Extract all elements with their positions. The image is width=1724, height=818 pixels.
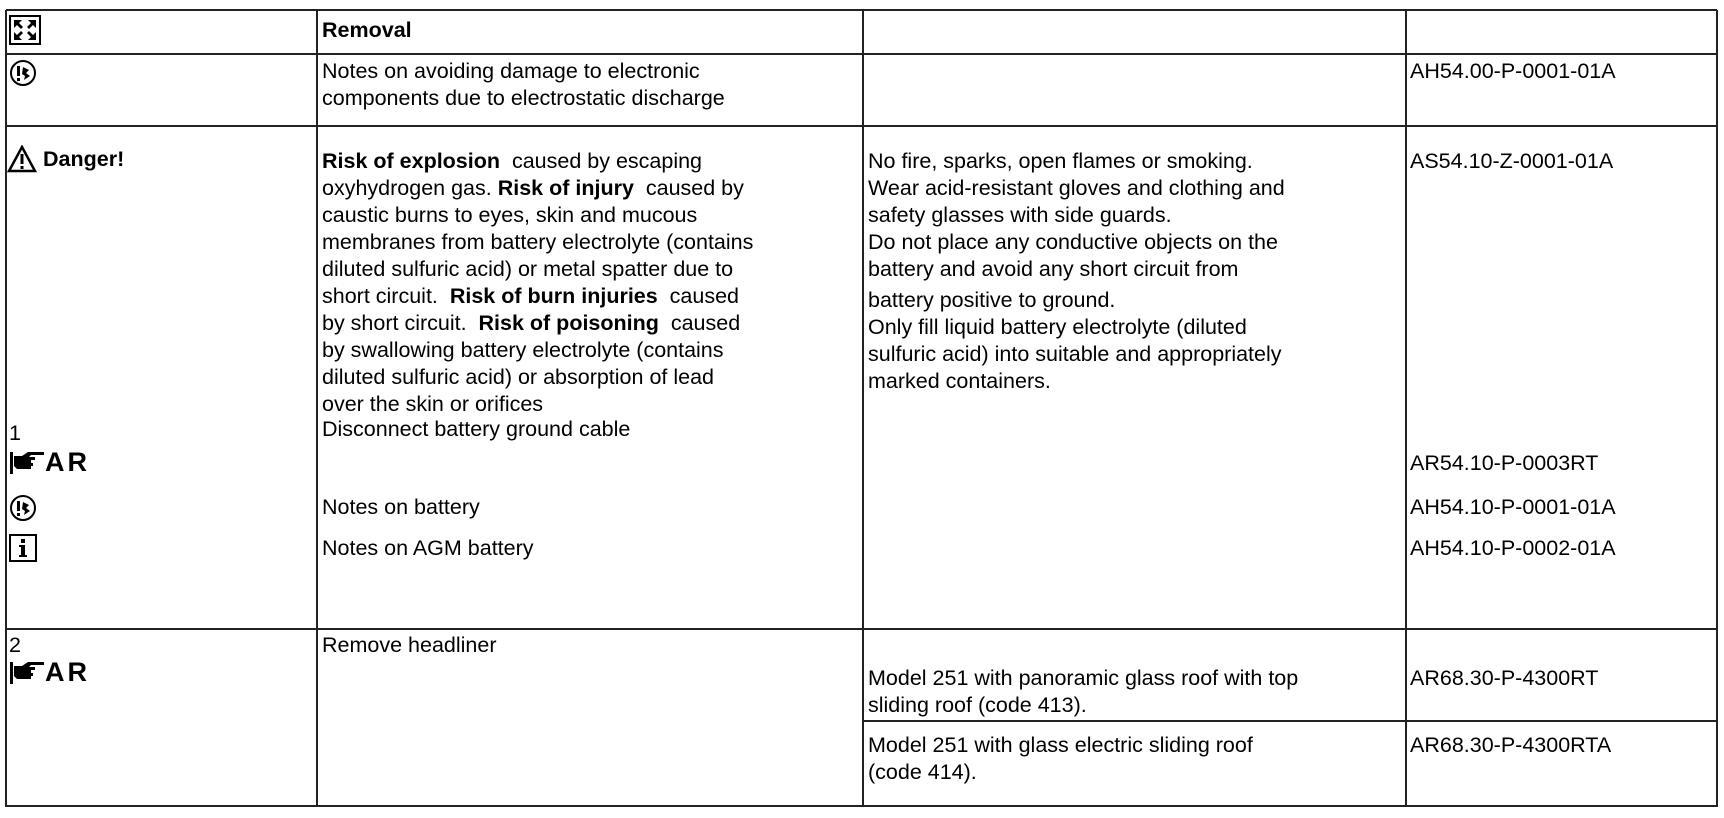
battery-note: Notes on battery bbox=[322, 495, 480, 519]
esd-note-ref[interactable]: AH54.00-P-0001-01A bbox=[1410, 59, 1616, 83]
pointing-hand-icon bbox=[9, 658, 45, 686]
step-number: 2 bbox=[9, 633, 21, 657]
danger-measures: No fire, sparks, open flames or smoking. Wear acid-resistant gloves and clothing and safety glasses with side guards. Do not place any conductive objects on the battery and avoid any short circuit from battery positive to ground. Only fill liquid battery electrolyte (diluted sulfuric acid) into suitable and appropriately marked containers. bbox=[868, 149, 1285, 393]
col-divider bbox=[316, 10, 318, 807]
variant-text: Model 251 with glass electric sliding roof (code 414). bbox=[868, 733, 1253, 784]
step-text: Remove headliner bbox=[322, 633, 497, 657]
step-text: Disconnect battery ground cable bbox=[322, 417, 631, 441]
danger-label: Danger! bbox=[7, 145, 124, 173]
col-divider bbox=[1405, 10, 1407, 807]
esd-warning-icon bbox=[9, 59, 37, 94]
ar-ref[interactable]: AR54.10-P-0003RT bbox=[1410, 451, 1599, 475]
variant-text: Model 251 with panoramic glass roof with top sliding roof (code 413). bbox=[868, 666, 1299, 717]
step-number: 1 bbox=[9, 421, 21, 445]
variant-ref[interactable]: AR68.30-P-4300RT bbox=[1410, 666, 1599, 690]
warning-triangle-icon bbox=[7, 145, 37, 173]
agm-note-ref[interactable]: AH54.10-P-0002-01A bbox=[1410, 536, 1616, 560]
esd-warning-icon bbox=[9, 494, 37, 529]
section-title: Removal bbox=[322, 18, 412, 42]
col-divider bbox=[5, 10, 7, 807]
danger-risks: Risk of explosion caused by escaping oxyhydrogen gas. Risk of injury caused by caustic burns to eyes, skin and mucous membranes from battery electrolyte (contains diluted sulfuric acid) or metal spatter due to short circuit. Risk of burn injuries caused by short circuit. Risk of poisoning caused by swallowing battery electrolyte (contains diluted sulfuric acid) or absorption of lead over the skin or orifices bbox=[322, 149, 754, 416]
battery-note-ref[interactable]: AH54.10-P-0001-01A bbox=[1410, 495, 1616, 519]
info-icon bbox=[9, 534, 37, 569]
row-divider bbox=[862, 720, 1717, 722]
esd-note-text: Notes on avoiding damage to electronic components due to electrostatic discharge bbox=[322, 59, 725, 110]
agm-note: Notes on AGM battery bbox=[322, 536, 534, 560]
danger-ref[interactable]: AS54.10-Z-0001-01A bbox=[1410, 149, 1614, 173]
ar-link[interactable]: AR bbox=[9, 448, 90, 476]
variant-ref[interactable]: AR68.30-P-4300RTA bbox=[1410, 733, 1612, 757]
fullscreen-icon[interactable] bbox=[9, 15, 41, 52]
col-divider bbox=[1716, 10, 1718, 807]
col-divider bbox=[862, 10, 864, 807]
pointing-hand-icon bbox=[9, 448, 45, 476]
ar-link[interactable]: AR bbox=[9, 658, 90, 686]
